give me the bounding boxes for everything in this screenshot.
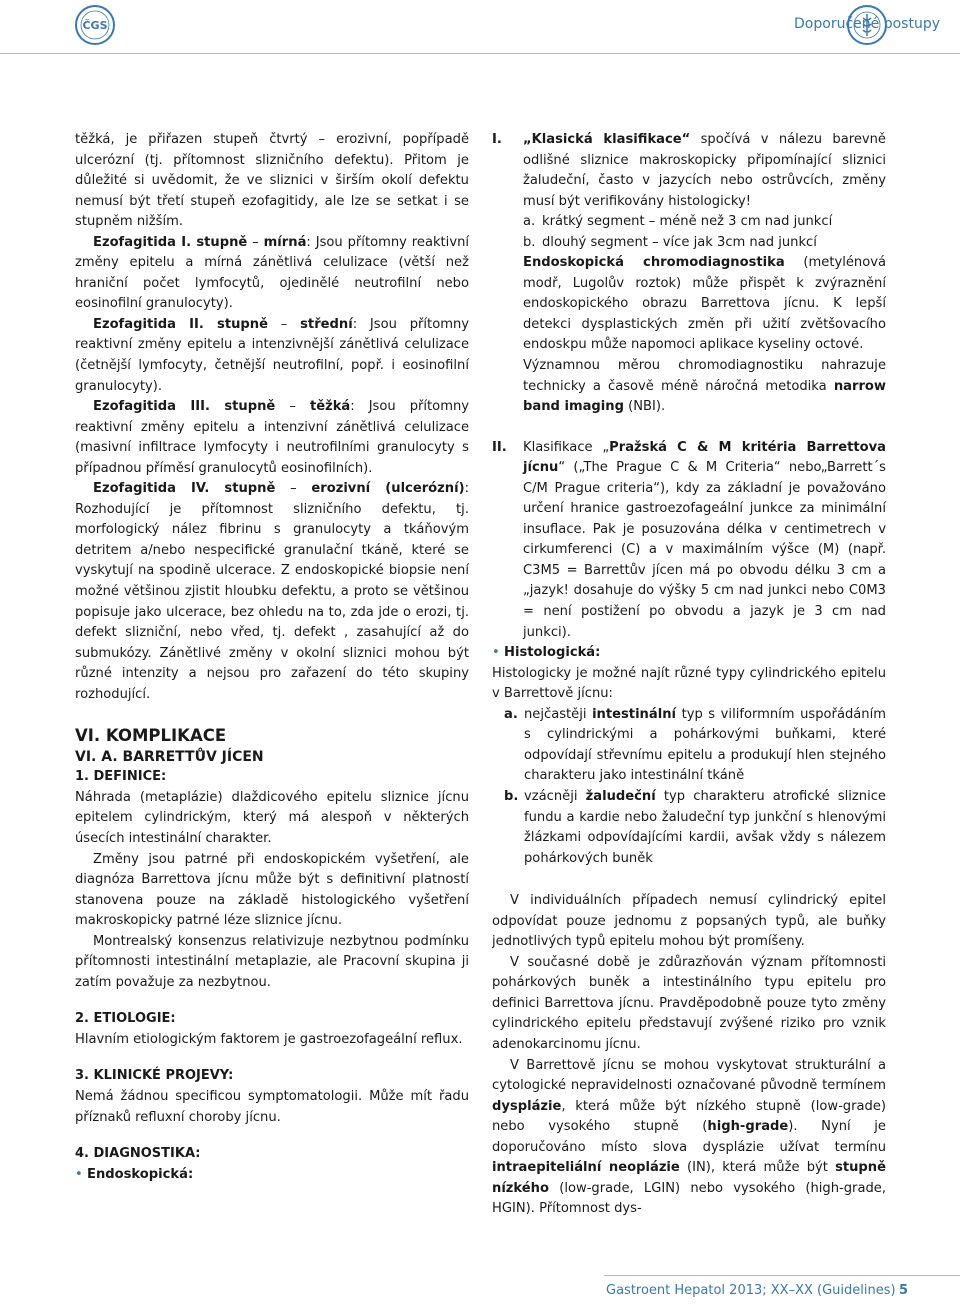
paragraph: Endoskopická chromodiagnostika (metylénová modř, Lugolův roztok) může přispět k zvýraznění endoskopického obrazu Barrettova jícnu. K lepší detekci dysplastických změn při užití zvětšovacího endoskpu může napomoci aplikace kyseliny octové. [523,255,886,353]
list-item: I. „Klasická klasifikace“ spočívá v nálezu barevně odlišné sliznice makroskopicky připomínající sliznici žaludeční, často v jazycích nebo ostrůvcích, změny musí být verifikovány histologicky! [492,132,886,209]
paragraph: Změny jsou patrné při endoskopickém vyšetření, ale diagnóza Barrettova jícnu může být s definitivní platností stanovena pouze na základě histologického vyšetření makroskopicky patrné léze sliznice jícnu. [75,851,469,929]
page-number: 5 [898,1283,908,1298]
section-heading-komplikace: VI. KOMPLIKACE [75,726,227,746]
cgs-logo-text: ČGS [82,19,108,32]
paragraph: V současné době je zdůrazňován význam přítomnosti pohárkových buněk a intestinálního typu epitelu pro definici Barrettova jícnu. Pravděpodobně pouze tyto změny cylindrického epitelu představují zvýšené riziko pro vznik adenokarcinomu jícnu. [492,954,886,1052]
paragraph: Nemá žádnou specificou symptomatologii. Může mít řadu příznaků refluxní choroby jícnu. [75,1088,469,1125]
header-title: Doporučené postupy [794,16,940,32]
heading-diagnostika: 4. DIAGNOSTIKA: [75,1146,201,1162]
grade-1-paragraph: Ezofagitida I. stupně – mírná: Jsou přítomny reaktivní změny epitelu a mírná zánětlivá celulizace (větší než hraniční počet lymfocytů, ojedinělé neutrofilní nebo eosinofilní granulocyty). [75,234,470,312]
bullet-icon: • [492,645,500,661]
grade-4-paragraph: Ezofagitida IV. stupně – erozivní (ulcerózní): Rozhodující je přítomnost slizničního defektu, tj. morfologický nález fibrinu s granulocyty a tkáňovým detritem a/nebo nespecifické granulační tkáně, které se vyskytují na spodině ulcerace. Z endoskopické biopsie není možné většinou zjistit hloubku defektu, a proto se většinou popisuje jako ulcerace, bez ohledu na to, zda jde o erozi, tj. defekt slizniční, nebo vřed, tj. defekt , zasahující až do submukózy. Zánětlivé změny v okolní sliznici mohou být různé intenzity a nejsou pro zařazení do této skupiny rozhodující. [75,481,469,702]
footer-citation: Gastroent Hepatol 2013; XX–XX (Guidelines) [606,1283,896,1298]
heading-etiologie: 2. ETIOLOGIE: [75,1011,176,1027]
grade-3-paragraph: Ezofagitida III. stupně – těžká: Jsou přítomny reaktivní změny epitelu a intenzivní zánětlivá celulizace (masivní infiltrace lymfocyty i neutrofilními granulocyty s případnou příměsí granulocytů eosinofilních). [75,399,469,476]
paragraph: Montrealský konsenzus relativizuje nezbytnou podmínku přítomnosti intestinální metaplazie, ale Pracovní skupina ji zatím považuje za nezbytnou. [75,933,469,990]
subsection-heading-barrett: VI. A. BARRETTŮV JÍCEN [75,749,264,766]
list-item: b. vzácněji žaludeční typ charakteru atrofické sliznice fundu a kardie nebo žaludeční typ junkční s hlenovými žlázkami odpovídajícími kardii, avšak vždy s nálezem pohárkových buněk [504,788,886,866]
paragraph: Významnou měrou chromodiagnostiku nahrazuje technicky a časově méně náročná metodika narrow band imaging (NBI). [523,358,886,415]
left-column [75,130,469,1185]
list-item: b. dlouhý segment – více jak 3cm nad junkcí [523,234,817,250]
heading-klinicke-projevy: 3. KLINICKÉ PROJEVY: [75,1068,234,1084]
cgs-logo-icon [74,4,116,46]
paragraph: V Barrettově jícnu se mohou vyskytovat strukturální a cytologické nepravidelnosti označované původně termínem dysplázie, která může být nízkého stupně (low-grade) nebo vysokého stupně (high-grade). Nyní je doporučováno místo slova dysplázie užívat termínu intraepiteliální neoplázie (IN), která může být stupně nízkého (low-grade, LGIN) nebo vysokého (high-grade, HGIN). Přítomnost dys- [492,1057,887,1217]
bullet-icon: • [75,1166,83,1182]
list-item: a. nejčastěji intestinální typ s viliformním uspořádáním s cylindrickými a pohárkovými buňkami, které odpovídají střevnímu epitelu a produkují hlen stejného charakteru jako intestinální tkáně [504,706,886,784]
list-item: II. Klasifikace „Pražská C & M kritéria Barrettova jícnu“ („The Prague C & M Criteria“ nebo„Barrett´s C/M Prague criteria“), kdy za základní je považováno určení hranice gastroezofageální junkce za minimální insuflace. Pak je posuzována délka v centimetrech v cirkumferenci (C) a v maximálním výšce (M) (např. C3M5 = Barrettův jícen má po obvodu délku 3 cm a „jazyk! dosahuje do výšky 5 cm nad junkci nebo C0M3 = není postižení po obvodu a jazyk je 3 cm nad junkci). [492,439,886,640]
heading-definice: 1. DEFINICE: [75,769,167,785]
list-item: • Endoskopická: [75,1165,469,1186]
right-column [492,130,886,1220]
paragraph: těžká, je přiřazen stupeň čtvrtý – erozivní, popřípadě ulcerózní (tj. přítomnost slizničního defektu). Přitom je důležité si uvědomit, že ve sliznici v širším okolí defektu nemusí být třetí stupeň ezofagitidy, ale lze se setkat i se stupněm nižším. [75,132,469,230]
paragraph: Histologicky je možné najít různé typy cylindrického epitelu v Barrettově jícnu: [492,665,886,702]
paragraph: Náhrada (metaplázie) dlaždicového epitelu sliznice jícnu epitelem cylindrickým, který má alespoň v některých úsecích intestinální charakter. [75,789,469,846]
cgs-logo [74,4,116,50]
list-item: • Histologická: [492,643,886,664]
footer-divider [604,1275,960,1276]
grade-2-paragraph: Ezofagitida II. stupně – střední: Jsou přítomny reaktivní změny epitelu a intenzivnější zánětlivá celulizace (četnější lymfocyty, četnější neutrofilní, popř. i eosinofilní granulocyty). [75,316,470,394]
paragraph: Hlavním etiologickým faktorem je gastroezofageální reflux. [75,1031,463,1047]
header-divider [0,53,960,54]
list-item: a. krátký segment – méně než 3 cm nad junkcí [523,214,833,230]
paragraph: V individuálních případech nemusí cylindrický epitel odpovídat pouze jednomu z popsaných typů, ale buňky jednotlivých typů epitelu mohou být promíšeny. [492,893,886,950]
